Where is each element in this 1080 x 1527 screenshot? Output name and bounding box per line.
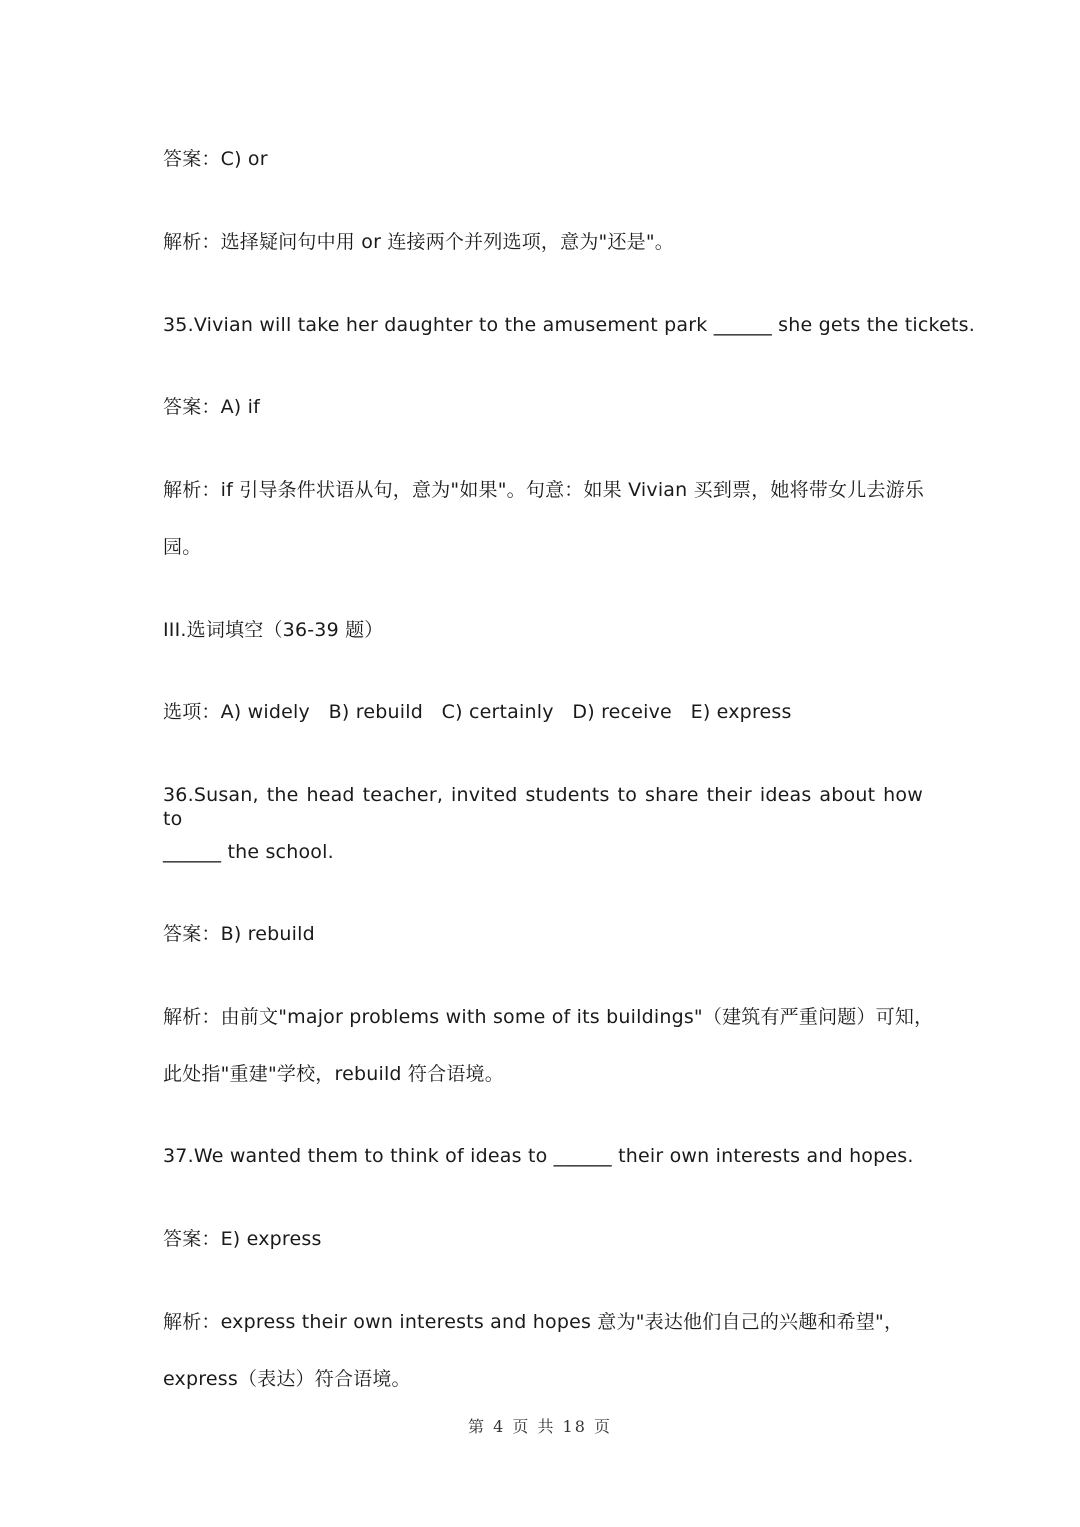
answer-35: 答案：A) if [163, 396, 261, 418]
question-37: 37.We wanted them to think of ideas to ______ their own interests and hopes. [163, 1145, 914, 1167]
question-36-line-1: 36.Susan, the head teacher, invited students to share their ideas about how to [163, 784, 923, 830]
explanation-34: 解析：选择疑问句中用 or 连接两个并列选项，意为"还是"。 [163, 231, 674, 253]
explanation-36-line-1: 解析：由前文"major problems with some of its buildings"（建筑有严重问题）可知， [163, 1006, 934, 1028]
explanation-36-line-2: 此处指"重建"学校，rebuild 符合语境。 [163, 1063, 504, 1085]
question-35: 35.Vivian will take her daughter to the amusement park ______ she gets the tickets. [163, 314, 975, 336]
explanation-35-line-2: 园。 [163, 536, 202, 558]
answer-34: 答案：C) or [163, 148, 268, 170]
section-heading-iii: III.选词填空（36-39 题） [163, 619, 384, 641]
explanation-37-line-1: 解析：express their own interests and hopes 意为"表达他们自己的兴趣和希望"， [163, 1311, 904, 1333]
page-footer: 第 4 页 共 18 页 [468, 1417, 612, 1436]
explanation-35-line-1: 解析：if 引导条件状语从句，意为"如果"。句意：如果 Vivian 买到票，她将带女儿去游乐 [163, 479, 925, 501]
explanation-37-line-2: express（表达）符合语境。 [163, 1368, 411, 1390]
answer-37: 答案：E) express [163, 1228, 322, 1250]
question-36-line-2: ______ the school. [163, 841, 334, 863]
options-list: 选项：A) widely B) rebuild C) certainly D) receive E) express [163, 701, 792, 723]
answer-36: 答案：B) rebuild [163, 923, 315, 945]
